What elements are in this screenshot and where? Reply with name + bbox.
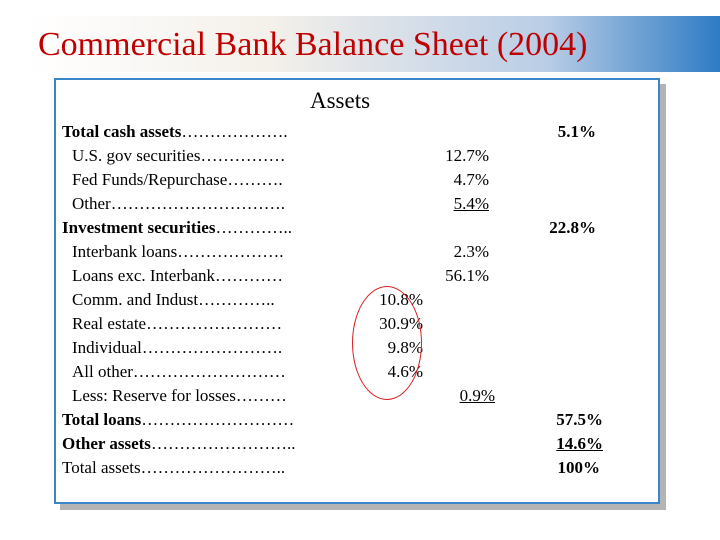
row-label: Total loans……………………… (62, 410, 295, 429)
row-label: Investment securities………….. (62, 218, 292, 237)
row-value: 9.8% (387, 338, 423, 357)
balance-sheet-panel (54, 78, 660, 504)
row-label: Interbank loans………………. (72, 242, 284, 261)
row-value: 4.7% (453, 170, 489, 189)
highlight-ellipse (352, 286, 422, 400)
row-value: 5.1% (557, 122, 596, 141)
row-value: 30.9% (379, 314, 423, 333)
row-value: 12.7% (445, 146, 489, 165)
row-label: Total cash assets………………. (62, 122, 288, 141)
row-value: 10.8% (379, 290, 423, 309)
row-label: Other…………………………. (72, 194, 285, 213)
row-label: Individual……………………. (72, 338, 283, 357)
row-value: 22.8% (549, 218, 596, 237)
row-value: 56.1% (445, 266, 489, 285)
slide-title: Commercial Bank Balance Sheet (2004) (38, 26, 588, 63)
row-label: All other……………………… (72, 362, 286, 381)
row-label: Fed Funds/Repurchase………. (72, 170, 283, 189)
row-value: 4.6% (387, 362, 423, 381)
assets-heading: Assets (309, 88, 371, 113)
row-value: 100% (557, 458, 600, 477)
row-value: 0.9% (459, 386, 495, 405)
row-label: Loans exc. Interbank………… (72, 266, 284, 285)
row-label: U.S. gov securities…………… (72, 146, 286, 165)
row-label: Real estate…………………… (72, 314, 283, 333)
row-label: Total assets…………………….. (62, 458, 286, 477)
row-value: 5.4% (453, 194, 489, 213)
row-label: Comm. and Indust………….. (72, 290, 275, 309)
row-label: Less: Reserve for losses……… (72, 386, 287, 405)
row-value: 14.6% (556, 434, 603, 453)
row-label: Other assets…………………….. (62, 434, 296, 453)
row-value: 2.3% (453, 242, 489, 261)
row-value: 57.5% (556, 410, 603, 429)
